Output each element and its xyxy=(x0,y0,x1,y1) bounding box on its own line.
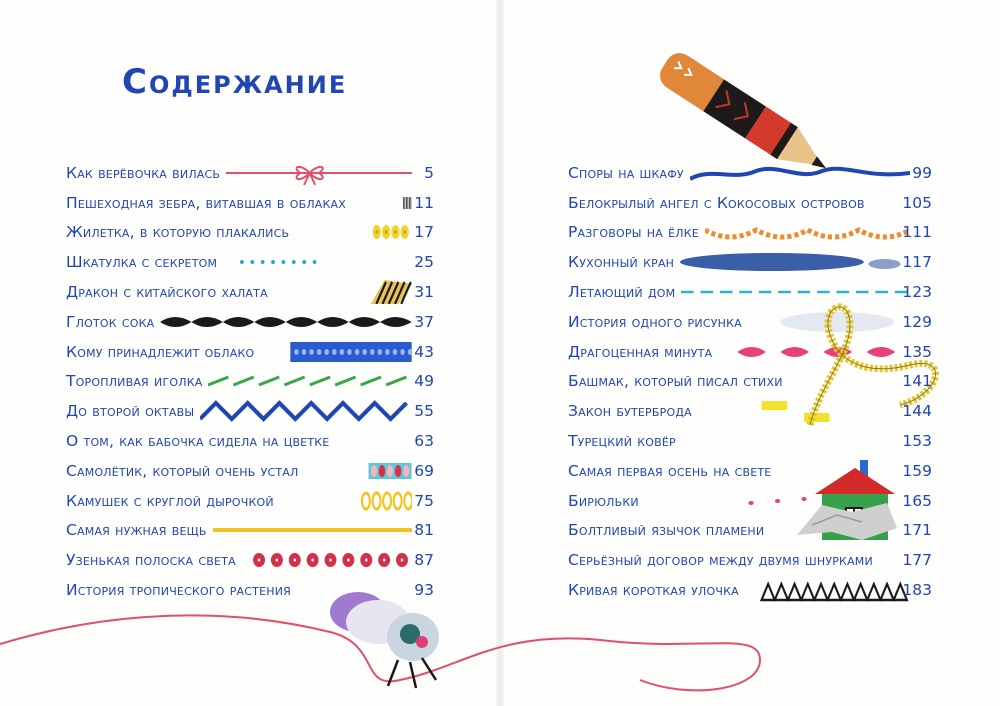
entry-title: Кому принадлежит облако xyxy=(66,342,255,361)
entry-page-number: 49 xyxy=(414,372,434,391)
entry-page-number: 93 xyxy=(414,581,434,600)
yellow-rings-deco xyxy=(280,489,412,513)
entry-page-number: 129 xyxy=(902,312,932,331)
entry-title: Закон бутерброда xyxy=(568,402,692,421)
entry-page-number: 144 xyxy=(902,402,932,421)
entry-page-number: 171 xyxy=(902,521,932,540)
orange-bead-garland-deco xyxy=(705,220,910,244)
entry-title: Пешеходная зебра, витавшая в облаках xyxy=(66,193,347,212)
right-toc-entry xyxy=(568,218,932,248)
entry-page-number: 69 xyxy=(414,461,434,480)
left-toc-entry xyxy=(66,218,434,248)
entry-title: Дракон с китайского халата xyxy=(66,283,268,302)
entry-page-number: 25 xyxy=(414,253,434,272)
toc-left xyxy=(66,158,434,605)
entry-title: История тропического растения xyxy=(66,581,291,600)
entry-title: Драгоценная минута xyxy=(568,342,713,361)
entry-page-number: 43 xyxy=(414,342,434,361)
entry-page-number: 141 xyxy=(902,372,932,391)
entry-title: Белокрылый ангел с Кокосовых островов xyxy=(568,193,865,212)
left-toc-entry xyxy=(66,516,434,546)
entry-page-number: 55 xyxy=(414,402,434,421)
entry-title: Жилетка, в которую плакались xyxy=(66,223,290,242)
entry-page-number: 105 xyxy=(902,193,932,212)
entry-title: Самая нужная вещь xyxy=(66,521,207,540)
blue-lace-deco xyxy=(260,340,412,364)
entry-title: Болтливый язычок пламени xyxy=(568,521,765,540)
entry-page-number: 111 xyxy=(902,223,932,242)
blue-zigzag-deco xyxy=(200,399,412,423)
zebra-stripes-deco xyxy=(352,191,412,215)
left-toc-entry xyxy=(66,426,434,456)
yellow-buttons-deco xyxy=(295,220,412,244)
entry-title: Камушек с круглой дырочкой xyxy=(66,491,274,510)
entry-title: Разговоры на ёлке xyxy=(568,223,699,242)
left-toc-entry xyxy=(66,367,434,397)
blue-dots-deco xyxy=(223,250,412,274)
entry-page-number: 31 xyxy=(414,283,434,302)
left-toc-entry xyxy=(66,337,434,367)
entry-page-number: 63 xyxy=(414,432,434,451)
entry-page-number: 99 xyxy=(912,163,932,182)
pencil-illustration xyxy=(655,38,880,178)
entry-page-number: 117 xyxy=(902,253,932,272)
entry-title: Кривая короткая улочка xyxy=(568,581,739,600)
entry-page-number: 11 xyxy=(414,193,434,212)
entry-title: Споры на шкафу xyxy=(568,163,684,182)
entry-page-number: 153 xyxy=(902,432,932,451)
entry-title: История одного рисунка xyxy=(568,312,742,331)
yellow-line-deco xyxy=(213,518,412,542)
crumpled-paper-illustration xyxy=(792,500,902,545)
left-toc-entry xyxy=(66,247,434,277)
tiger-stripe-deco xyxy=(274,280,412,304)
left-toc-entry xyxy=(66,456,434,486)
entry-page-number: 87 xyxy=(414,551,434,570)
string-bow-deco xyxy=(226,161,412,185)
entry-title: Башмак, который писал стихи xyxy=(568,372,783,391)
right-toc-entry xyxy=(568,247,932,277)
entry-page-number: 17 xyxy=(414,223,434,242)
page-title: Содержание xyxy=(122,62,348,102)
left-toc-entry xyxy=(66,158,434,188)
entry-page-number: 5 xyxy=(424,163,434,182)
entry-title: Узенькая полоска света xyxy=(66,551,236,570)
entry-title: Самолётик, который очень устал xyxy=(66,461,299,480)
entry-page-number: 135 xyxy=(902,342,932,361)
entry-title: Турецкий ковёр xyxy=(568,432,676,451)
entry-title: Шкатулка с секретом xyxy=(66,253,218,272)
entry-title: До второй октавы xyxy=(66,402,195,421)
entry-title: Летающий дом xyxy=(568,283,676,302)
entry-title: Торопливая иголка xyxy=(66,372,203,391)
entry-title: Глоток сока xyxy=(66,312,155,331)
green-stitch-deco xyxy=(208,369,412,393)
entry-page-number: 81 xyxy=(414,521,434,540)
entry-page-number: 165 xyxy=(902,491,932,510)
left-toc-entry xyxy=(66,307,434,337)
entry-page-number: 177 xyxy=(902,551,932,570)
entry-page-number: 37 xyxy=(414,312,434,331)
entry-title: Бирюльки xyxy=(568,491,639,510)
entry-spacer xyxy=(335,429,412,453)
red-dot-ribbon-deco xyxy=(304,459,412,483)
black-scallop-deco xyxy=(160,310,412,334)
right-toc-entry xyxy=(568,188,932,218)
entry-title: Самая первая осень на свете xyxy=(568,461,772,480)
entry-page-number: 183 xyxy=(902,581,932,600)
left-toc-entry xyxy=(66,188,434,218)
entry-title: О том, как бабочка сидела на цветке xyxy=(66,432,330,451)
entry-title: Как верёвочка вилась xyxy=(66,163,221,182)
entry-page-number: 123 xyxy=(902,283,932,302)
entry-page-number: 75 xyxy=(414,491,434,510)
entry-title: Серьёзный договор между двумя шнурками xyxy=(568,551,873,570)
fly-illustration xyxy=(318,582,458,692)
left-toc-entry xyxy=(66,277,434,307)
left-toc-entry xyxy=(66,486,434,516)
entry-title: Кухонный кран xyxy=(568,253,675,272)
entry-page-number: 159 xyxy=(902,461,932,480)
left-toc-entry xyxy=(66,396,434,426)
water-puddle-deco xyxy=(680,250,910,274)
